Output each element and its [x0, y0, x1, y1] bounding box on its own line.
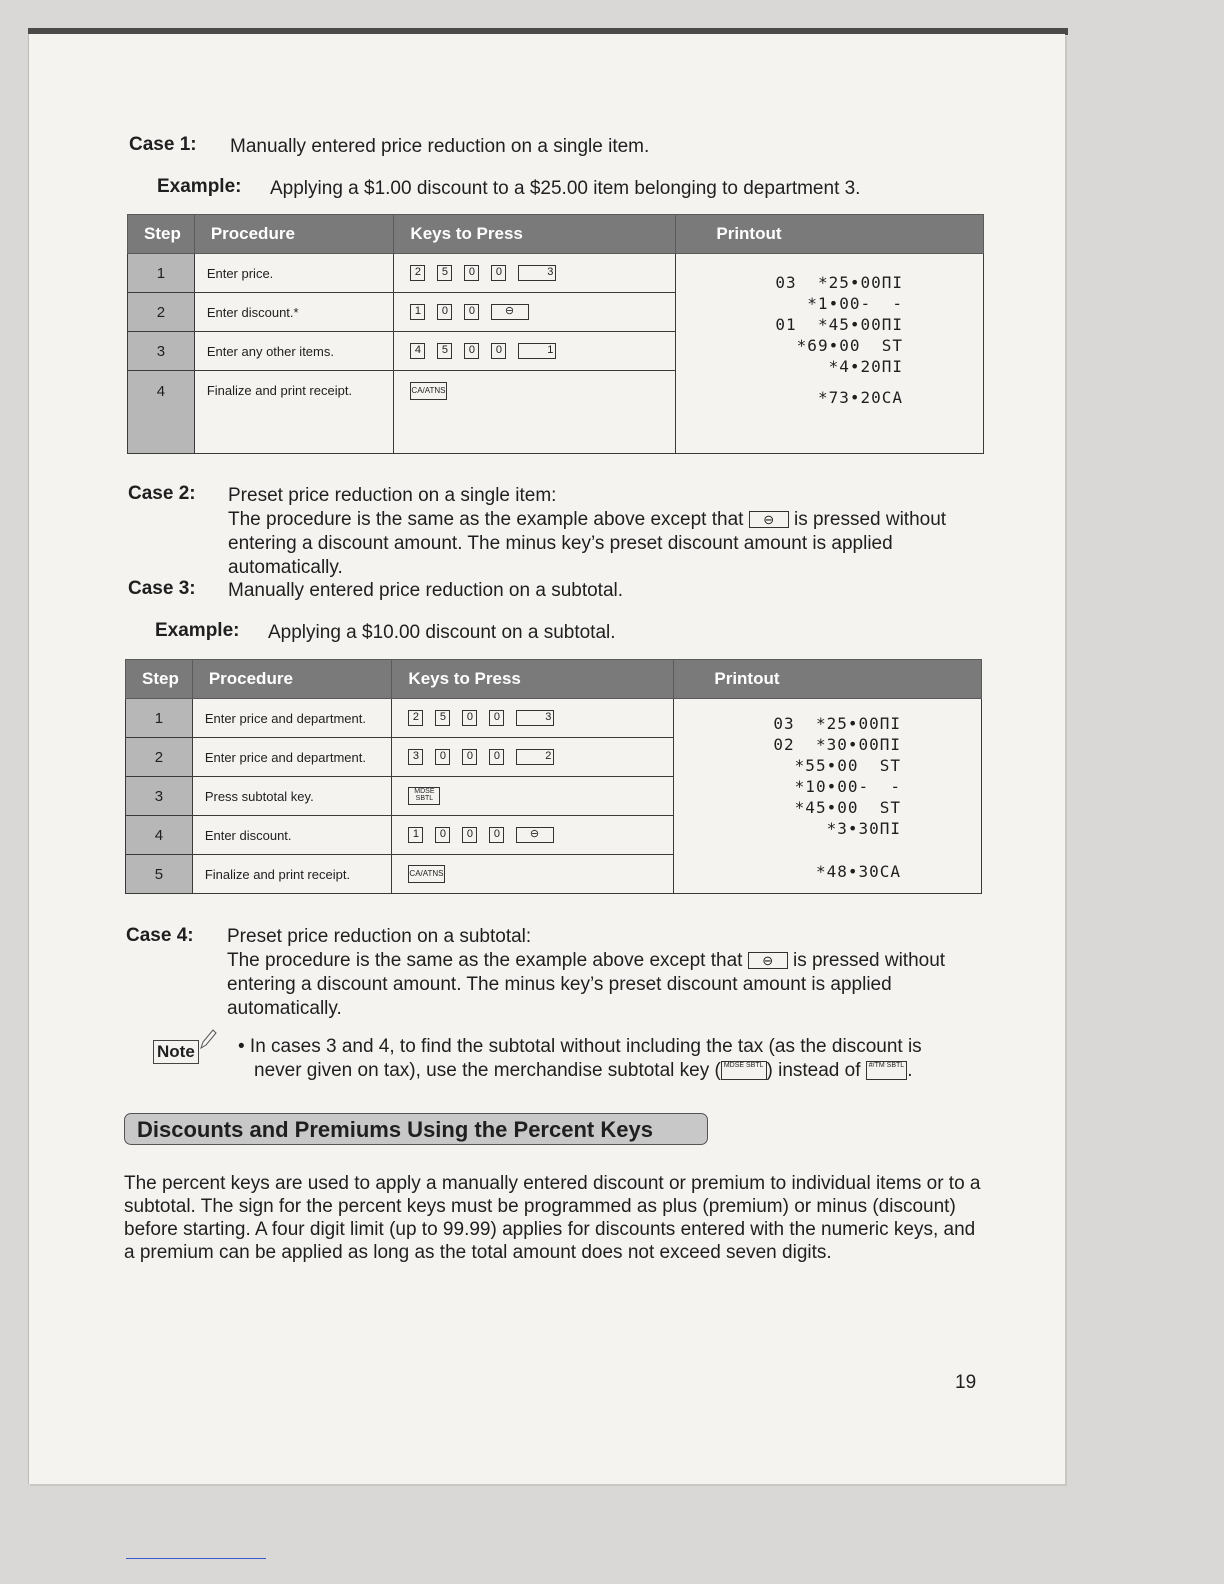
case4-line1: Preset price reduction on a subtotal:	[227, 926, 532, 947]
cash-key: CA/ATNS	[410, 382, 446, 400]
case1-label: Case 1:	[129, 134, 197, 155]
dept-key-3: 3	[516, 710, 554, 726]
merchandise-subtotal-key: MDSE SBTL	[721, 1061, 767, 1080]
key-4: 4	[410, 343, 425, 359]
printout-line: 02 *30•00ΠI	[773, 735, 901, 754]
case2-line4: automatically.	[228, 557, 343, 578]
case4-line4: automatically.	[227, 998, 342, 1019]
cash-key: CA/ATNS	[408, 865, 444, 883]
key-5: 5	[437, 343, 452, 359]
dept-key-3: 3	[518, 265, 556, 281]
key-0: 0	[435, 749, 450, 765]
key-0: 0	[464, 343, 479, 359]
procedure-text: Enter price and department.	[192, 738, 392, 777]
printout-line: *1•00- -	[807, 294, 903, 313]
key-0: 0	[491, 265, 506, 281]
dept-key-2: 2	[516, 749, 554, 765]
case2-line2	[228, 508, 988, 532]
case1-example-text: Applying a $1.00 discount to a $25.00 item belonging to department 3.	[270, 178, 861, 199]
key-sequence	[394, 254, 676, 293]
note-label: Note	[153, 1040, 199, 1064]
note-line1: • In cases 3 and 4, to find the subtotal without including the tax (as the discount is	[238, 1036, 922, 1057]
printout-line: 03 *25•00ΠI	[773, 714, 901, 733]
key-0: 0	[489, 827, 504, 843]
procedure-text: Finalize and print receipt.	[194, 371, 394, 454]
printout-line: *4•20ΠI	[828, 357, 903, 376]
step-number: 2	[126, 738, 193, 777]
step-number: 2	[128, 293, 195, 332]
case2-line1: Preset price reduction on a single item:	[228, 485, 557, 506]
case1-text: Manually entered price reduction on a single item.	[230, 136, 650, 157]
case3-text: Manually entered price reduction on a subtotal.	[228, 580, 624, 601]
header-printout: Printout	[674, 660, 982, 699]
key-2: 2	[408, 710, 423, 726]
key-1: 1	[410, 304, 425, 320]
header-procedure: Procedure	[192, 660, 392, 699]
procedure-text: Enter discount.	[192, 816, 392, 855]
key-sequence	[394, 293, 676, 332]
procedure-text: Enter discount.*	[194, 293, 394, 332]
step-number: 1	[126, 699, 193, 738]
case1-example-label: Example:	[157, 176, 242, 197]
note-line2-mid: ) instead of	[766, 1060, 861, 1081]
printout-line: *45•00 ST	[794, 798, 901, 817]
note-line2-end: .	[907, 1060, 913, 1081]
minus-key: ⊖	[516, 827, 554, 843]
case2-line3: entering a discount amount. The minus key’s preset discount amount is applied	[228, 533, 893, 554]
header-keys: Keys to Press	[394, 215, 676, 254]
procedure-text: Finalize and print receipt.	[192, 855, 392, 894]
link-underline	[126, 1558, 266, 1559]
minus-key: ⊖	[749, 511, 789, 528]
procedure-text: Enter price.	[194, 254, 394, 293]
case2-label: Case 2:	[128, 483, 196, 504]
procedure-text: Enter any other items.	[194, 332, 394, 371]
step-number: 4	[128, 371, 195, 454]
case3-example-label: Example:	[155, 620, 240, 641]
key-0: 0	[491, 343, 506, 359]
subtotal-key: #/TM SBTL	[866, 1061, 907, 1080]
key-5: 5	[435, 710, 450, 726]
dept-key-1: 1	[518, 343, 556, 359]
procedure-text: Press subtotal key.	[192, 777, 392, 816]
step-number: 3	[126, 777, 193, 816]
printout-line: *55•00 ST	[794, 756, 901, 775]
section-title: Discounts and Premiums Using the Percent Keys	[124, 1113, 708, 1145]
key-0: 0	[462, 710, 477, 726]
key-1: 1	[408, 827, 423, 843]
section-body: The percent keys are used to apply a manually entered discount or premium to individual items or to a subtotal. The sign for the percent keys must be programmed as plus (premium) or minus (discount) before starting. A four digit limit (up to 99.99) applies for discounts entered with the numeric keys, and a premium can be applied as long as the total amount does not exceed seven digits.	[124, 1173, 981, 1263]
key-sequence	[392, 699, 674, 738]
printout-total: *48•30CA	[815, 862, 901, 881]
key-sequence	[394, 332, 676, 371]
printout-line: 01 *45•00ΠI	[775, 315, 903, 334]
case4-label: Case 4:	[126, 925, 194, 946]
printout-line: 03 *25•00ΠI	[775, 273, 903, 292]
key-0: 0	[489, 749, 504, 765]
case4-line2-start: The procedure is the same as the example above except that	[227, 950, 743, 971]
procedure-table-2	[125, 659, 982, 894]
key-0: 0	[464, 265, 479, 281]
key-0: 0	[435, 827, 450, 843]
printout-cell	[674, 699, 982, 894]
key-sequence	[392, 738, 674, 777]
step-number: 3	[128, 332, 195, 371]
minus-key: ⊖	[491, 304, 529, 320]
case4-block	[227, 925, 987, 1021]
header-procedure: Procedure	[194, 215, 394, 254]
case4-line3: entering a discount amount. The minus key’s preset discount amount is applied	[227, 974, 892, 995]
minus-key: ⊖	[748, 952, 788, 969]
key-5: 5	[437, 265, 452, 281]
procedure-text: Enter price and department.	[192, 699, 392, 738]
note-block	[238, 1035, 998, 1083]
printout-line: *10•00- -	[794, 777, 901, 796]
key-3: 3	[408, 749, 423, 765]
printout-lines	[676, 254, 983, 408]
key-sequence	[392, 816, 674, 855]
key-0: 0	[462, 749, 477, 765]
case3-example-text: Applying a $10.00 discount on a subtotal.	[268, 622, 616, 643]
key-0: 0	[464, 304, 479, 320]
key-0: 0	[437, 304, 452, 320]
printout-cell	[676, 254, 984, 454]
header-step: Step	[128, 215, 195, 254]
key-0: 0	[489, 710, 504, 726]
step-number: 5	[126, 855, 193, 894]
step-number: 4	[126, 816, 193, 855]
key-0: 0	[462, 827, 477, 843]
case2-line2-end: is pressed without	[793, 509, 947, 530]
header-keys: Keys to Press	[392, 660, 674, 699]
printout-line: *3•30ΠI	[826, 819, 901, 838]
printout-lines	[674, 699, 981, 882]
printout-total: *73•20CA	[817, 388, 903, 407]
note-line2	[238, 1059, 998, 1083]
table-row	[128, 254, 984, 293]
case2-block	[228, 484, 988, 580]
step-number: 1	[128, 254, 195, 293]
table-row	[126, 699, 982, 738]
header-printout: Printout	[676, 215, 984, 254]
case4-line2-end: is pressed without	[792, 950, 946, 971]
case4-line2	[227, 949, 987, 973]
case3-label: Case 3:	[128, 578, 196, 599]
key-2: 2	[410, 265, 425, 281]
note-line2-start: never given on tax), use the merchandise subtotal key (	[254, 1060, 721, 1081]
key-sequence	[394, 371, 676, 454]
header-step: Step	[126, 660, 193, 699]
printout-line: *69•00 ST	[796, 336, 903, 355]
pencil-icon	[199, 1028, 217, 1050]
case2-line2-start: The procedure is the same as the example above except that	[228, 509, 744, 530]
key-sequence	[392, 855, 674, 894]
page-number: 19	[955, 1372, 977, 1393]
merchandise-subtotal-key: MDSE SBTL	[408, 787, 440, 805]
key-sequence	[392, 777, 674, 816]
procedure-table-1	[127, 214, 984, 454]
